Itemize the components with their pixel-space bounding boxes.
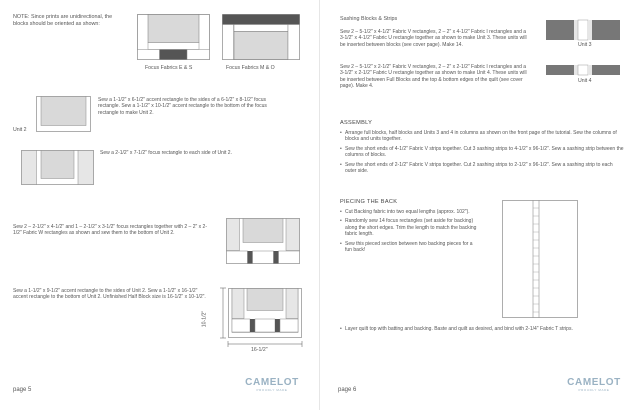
- finish-list: [340, 326, 630, 335]
- unit2-with-sides-diagram: [21, 150, 94, 185]
- unit2-diagram: [36, 96, 91, 132]
- dim-vertical-label: 10-1/2": [201, 310, 208, 328]
- assembly-item: • Sew the short ends of 4-1/2" Fabric V strips together. Cut 3 sashing strips to 4-1/2" x 96-1/2". Sew a sashing strip between the columns of blocks.: [340, 146, 625, 159]
- piecing-list: [340, 209, 480, 256]
- unit3-label: Unit 3: [578, 42, 592, 48]
- step-unit2-text: Sew a 1-1/2" x 6-1/2" accent rectangle to the sides of a 6-1/2" x 8-1/2" focus rectangle. Sew a 1-1/2" x 10-1/2" accent rectangle to the bottom of the focus rectangle to make Unit 2.: [98, 97, 267, 116]
- focus-fabrics-es-diagram: [137, 14, 210, 60]
- assembly-heading: ASSEMBLY: [340, 120, 373, 126]
- dim-horizontal-label: 16-1/2": [251, 347, 268, 353]
- left-page-number: page 5: [13, 387, 32, 393]
- unit2-fabric-w-diagram: [226, 218, 300, 264]
- sashing-paragraph-1: Sew 2 – 5-1/2" x 4-1/2" Fabric V rectangles, 2 – 2" x 4-1/2" Fabric I rectangles and a 3-1/2" x 4-1/2" Fabric U rectangle together as shown to make Unit 3. These units will be inserted between blocks (see cover page). Make 14.: [340, 29, 527, 48]
- piecing-item: • Cut Backing fabric into two equal lengths (approx. 102").: [340, 209, 480, 215]
- left-page: [0, 0, 319, 410]
- dimension-lines: [215, 286, 310, 352]
- assembly-list: [340, 130, 625, 177]
- focus-fabrics-mo-diagram: [222, 14, 300, 60]
- step-focus-sides-text: Sew a 2-1/2" x 7-1/2" focus rectangle to each side of Unit 2.: [100, 150, 232, 156]
- step-half-block-text: Sew a 1-1/2" x 9-1/2" accent rectangle to the sides of Unit 2. Sew a 1-1/2" x 16-1/2" accent rectangle to the bottom of Unit 2. Unfinished Half Block size is 16-1/2" x 10-1/2".: [13, 288, 206, 301]
- unit4-diagram: [546, 65, 620, 75]
- assembly-item: • Sew the short ends of 2-1/2" Fabric V strips together. Cut 2 sashing strips to 2-1/2" x 96-1/2". Sew a sashing strip to each outer side.: [340, 162, 625, 175]
- sashing-paragraph-2: Sew 2 – 5-1/2" x 2-1/2" Fabric V rectangles, 2 – 2" x 2-1/2" Fabric I rectangles and a 3-1/2" x 2-1/2" Fabric U rectangle together as shown to make Unit 4. These units will be inserted between Full Blocks and the top & bottom edges of the quilt (see cover page). Make 4.: [340, 64, 527, 90]
- right-camelot-logo: CAMELOT PROUDLY MADE: [567, 377, 621, 392]
- left-camelot-logo: CAMELOT PROUDLY MADE: [245, 377, 299, 392]
- step-fabric-w-text: Sew 2 – 2-1/2" x 4-1/2" and 1 – 2-1/2" x 3-1/2" focus rectangles together with 2 – 2" x 2-1/2" Fabric W rectangles as shown and sew them to the bottom of Unit 2.: [13, 224, 207, 237]
- focus-fabrics-mo-label: Focus Fabrics M & O: [226, 65, 275, 71]
- finish-item: • Layer quilt top with batting and backing. Baste and quilt as desired, and bind with 2-1/4" Fabric T strips.: [340, 326, 630, 332]
- unit4-label: Unit 4: [578, 78, 592, 84]
- right-page-number: page 6: [338, 387, 357, 393]
- piecing-item: • Randomly sew 14 focus rectangles (set aside for backing) along the short edges. Trim the length to match the backing fabric length.: [340, 218, 480, 237]
- unit2-label: Unit 2: [13, 127, 27, 133]
- unit3-diagram: [546, 20, 620, 40]
- sashing-heading: Sashing Blocks & Strips: [340, 16, 398, 22]
- right-page: [320, 0, 639, 410]
- orientation-note: NOTE: Since prints are unidirectional, the blocks should be oriented as shown:: [13, 14, 113, 28]
- backing-diagram: [502, 200, 578, 318]
- piecing-heading: PIECING THE BACK: [340, 199, 398, 205]
- focus-fabrics-es-label: Focus Fabrics E & S: [145, 65, 193, 71]
- piecing-item: • Sew this pieced section between two backing pieces for a fun back!: [340, 241, 480, 254]
- assembly-item: • Arrange full blocks, half blocks and Units 3 and 4 in columns as shown on the front page of the tutorial. Sew the columns of blocks and units together.: [340, 130, 625, 143]
